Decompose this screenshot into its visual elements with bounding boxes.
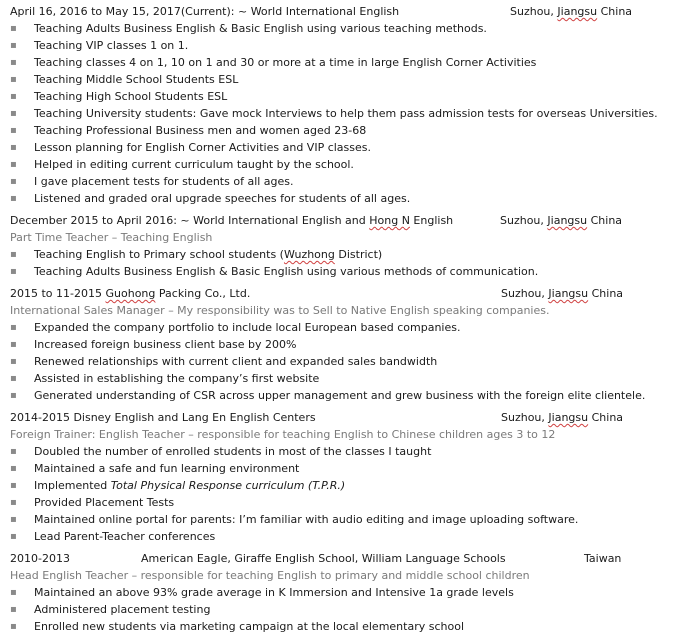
job-subtitle: Part Time Teacher – Teaching English (10, 231, 213, 244)
job-location: Suzhou, Jiangsu China (500, 214, 623, 227)
bullet-icon: ▪ (10, 463, 17, 474)
bullet-icon: ▪ (10, 587, 17, 598)
job-title-line: April 16, 2016 to May 15, 2017(Current): ~ World International English (10, 5, 400, 18)
list-item: ▪ Assisted in establishing the company’s first website (10, 372, 320, 385)
list-item: ▪ Provided Placement Tests (10, 496, 175, 509)
responsibility-list (10, 584, 678, 635)
job-header (10, 212, 678, 229)
bullet-icon: ▪ (10, 373, 17, 384)
job-header (10, 285, 678, 302)
list-item: ▪ Teaching High School Students ESL (10, 90, 228, 103)
list-item: ▪ Doubled the number of enrolled students in most of the classes I taught (10, 445, 432, 458)
bullet-icon: ▪ (10, 23, 17, 34)
bullet-icon: ▪ (10, 91, 17, 102)
job-subtitle: Foreign Trainer: English Teacher – responsible for teaching English to Chinese children ages 3 to 12 (10, 428, 556, 441)
job-header (10, 3, 678, 20)
job-location: Suzhou, Jiangsu China (501, 287, 624, 300)
bullet-icon: ▪ (10, 446, 17, 457)
list-item: ▪ Generated understanding of CSR across upper management and grew business with the foreign elite clientele. (10, 389, 646, 402)
list-item: ▪ Increased foreign business client base by 200% (10, 338, 297, 351)
bullet-icon: ▪ (10, 480, 17, 491)
list-item: ▪ Teaching University students: Gave mock Interviews to help them pass admission tests for overseas Universities. (10, 107, 658, 120)
list-item: ▪ Maintained an above 93% grade average in K Immersion and Intensive 1a grade levels (10, 586, 514, 599)
list-item: ▪ Teaching Adults Business English & Basic English using various methods of communication. (10, 265, 539, 278)
bullet-icon: ▪ (10, 390, 17, 401)
bullet-icon: ▪ (10, 356, 17, 367)
list-item: ▪ Teaching VIP classes 1 on 1. (10, 39, 189, 52)
job-section-american-eagle (10, 550, 678, 635)
job-section-world-international-english (10, 3, 678, 207)
job-organization: American Eagle, Giraffe English School, William Language Schools (141, 552, 506, 565)
bullet-icon: ▪ (10, 604, 17, 615)
job-section-disney-english (10, 409, 678, 545)
list-item: ▪ Enrolled new students via marketing campaign at the local elementary school (10, 620, 465, 633)
bullet-icon: ▪ (10, 193, 17, 204)
bullet-icon: ▪ (10, 266, 17, 277)
list-item: ▪ I gave placement tests for students of all ages. (10, 175, 294, 188)
list-item: ▪ Teaching classes 4 on 1, 10 on 1 and 30 or more at a time in large English Corner Activities (10, 56, 537, 69)
bullet-icon: ▪ (10, 40, 17, 51)
job-section-guohong-packing (10, 285, 678, 404)
job-subtitle: Head English Teacher – responsible for teaching English to primary and middle school children (10, 569, 530, 582)
responsibility-list (10, 246, 678, 280)
bullet-icon: ▪ (10, 176, 17, 187)
bullet-icon: ▪ (10, 322, 17, 333)
job-header (10, 409, 678, 426)
list-item: ▪ Teaching Adults Business English & Basic English using various teaching methods. (10, 22, 487, 35)
list-item: ▪ Administered placement testing (10, 603, 211, 616)
responsibility-list (10, 20, 678, 207)
list-item: ▪ Listened and graded oral upgrade speeches for students of all ages. (10, 192, 411, 205)
bullet-icon: ▪ (10, 621, 17, 632)
list-item: ▪ Lead Parent-Teacher conferences (10, 530, 216, 543)
bullet-icon: ▪ (10, 339, 17, 350)
job-title-line: 2015 to 11-2015 Guohong Packing Co., Ltd. (10, 287, 251, 300)
list-item: ▪ Expanded the company portfolio to include local European based companies. (10, 321, 461, 334)
list-item: ▪ Maintained a safe and fun learning environment (10, 462, 300, 475)
job-section-part-time-teacher (10, 212, 678, 280)
bullet-icon: ▪ (10, 497, 17, 508)
responsibility-list (10, 443, 678, 545)
job-location: Taiwan (584, 552, 622, 565)
bullet-icon: ▪ (10, 514, 17, 525)
bullet-icon: ▪ (10, 249, 17, 260)
bullet-icon: ▪ (10, 142, 17, 153)
job-year: 2010-2013 (10, 552, 70, 565)
responsibility-list (10, 319, 678, 404)
list-item: ▪ Implemented Total Physical Response curriculum (T.P.R.) (10, 479, 346, 492)
job-header (10, 550, 678, 567)
list-item: ▪ Teaching Middle School Students ESL (10, 73, 239, 86)
list-item: ▪ Helped in editing current curriculum taught by the school. (10, 158, 354, 171)
job-subtitle: International Sales Manager – My responsibility was to Sell to Native English speaking companies. (10, 304, 550, 317)
list-item: ▪ Renewed relationships with current client and expanded sales bandwidth (10, 355, 438, 368)
list-item: ▪ Teaching Professional Business men and women aged 23-68 (10, 124, 367, 137)
job-location: Suzhou, Jiangsu China (501, 411, 624, 424)
list-item: ▪ Lesson planning for English Corner Activities and VIP classes. (10, 141, 371, 154)
resume-document (10, 3, 678, 640)
bullet-icon: ▪ (10, 57, 17, 68)
bullet-icon: ▪ (10, 531, 17, 542)
job-location: Suzhou, Jiangsu China (510, 5, 633, 18)
bullet-icon: ▪ (10, 125, 17, 136)
bullet-icon: ▪ (10, 159, 17, 170)
list-item: ▪ Maintained online portal for parents: I’m familiar with audio editing and image uploading software. (10, 513, 579, 526)
job-title-line: 2014-2015 Disney English and Lang En English Centers (10, 411, 316, 424)
bullet-icon: ▪ (10, 108, 17, 119)
bullet-icon: ▪ (10, 74, 17, 85)
job-title-line: December 2015 to April 2016: ~ World International English and Hong N English (10, 214, 454, 227)
list-item: ▪ Teaching English to Primary school students (Wuzhong District) (10, 248, 383, 261)
